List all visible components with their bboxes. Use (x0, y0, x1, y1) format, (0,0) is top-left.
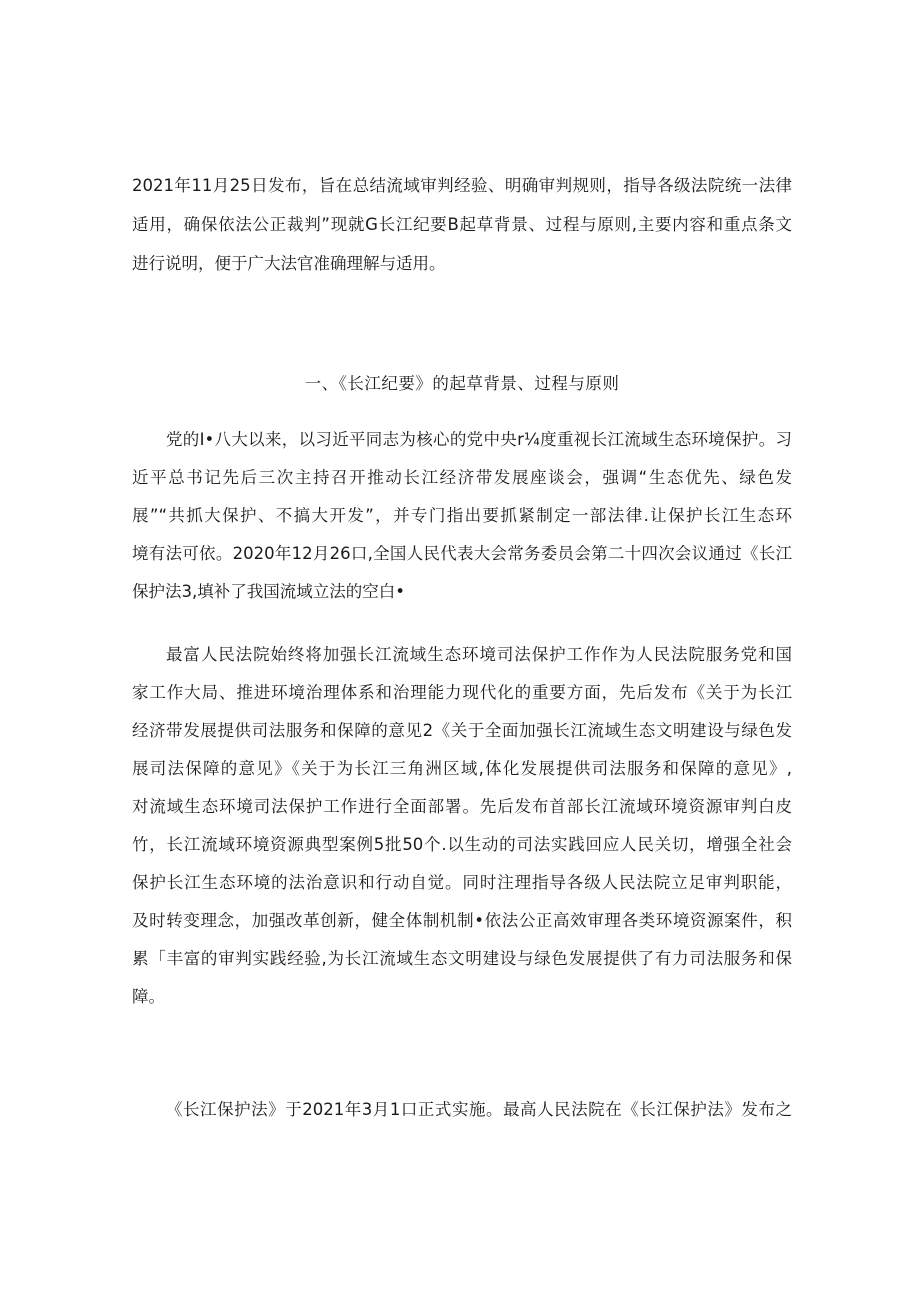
paragraph-2-line-3: 经济带发展提供司法服务和保障的意见2《关于全面加强长江流域生态文明建设与绿色发 (132, 721, 792, 740)
intro-line-2: 适用，确保依法公正裁判”现就G长江纪要B起草背景、过程与原则,主要内容和重点条文 (132, 215, 792, 234)
paragraph-1-line-2: 近平总书记先后三次主持召开推动长江经济带发展座谈会，强调“生态优先、绿色发 (132, 468, 792, 487)
paragraph-1-line-5: 保护法3,填补了我国流域立法的空白• (132, 582, 405, 601)
paragraph-3-line-1: 《长江保护法》于2021年3月1口正式实施。最高人民法院在《长江保护法》发布之 (166, 1100, 792, 1119)
paragraph-1-line-3: 展”“共抓大保护、不搞大开发”，并专门指出要抓紧制定一部法律.让保护长江生态环 (132, 506, 792, 525)
paragraph-2-line-2: 家工作大局、推进环境治理体系和治理能力现代化的重要方面，先后发布《关于为长江 (132, 683, 792, 702)
paragraph-2-line-10: 障。 (132, 987, 165, 1006)
intro-line-3: 进行说明，便于广大法官准确理解与适用。 (132, 254, 446, 273)
paragraph-2-line-1: 最富人民法院始终将加强长江流域生态环境司法保护工作作为人民法院服务党和国 (166, 645, 792, 664)
paragraph-2-line-7: 保护长江生态环境的法治意识和行动自觉。同时注理指导各级人民法院立足审判职能， (132, 873, 792, 892)
section-heading: 一、《长江纪要》的起草背景、过程与原则 (304, 374, 620, 393)
paragraph-2-line-8: 及时转变理念，加强改革创新，健全体制机制•依法公正高效审理各类环境资源案件，积 (132, 911, 792, 930)
paragraph-2-line-9: 累「丰富的审判实践经验,为长江流域生态文明建设与绿色发展提供了有力司法服务和保 (132, 949, 792, 968)
paragraph-2-line-6: 竹，长江流域环境资源典型案例5批50个.以生动的司法实践回应人民关切，增强全社会 (132, 835, 792, 854)
paragraph-2-line-5: 对流域生态环境司法保护工作进行全面部署。先后发布首部长江流域环境资源审判白皮 (132, 797, 792, 816)
paragraph-1-line-4: 境有法可依。2020年12月26口,全国人民代表大会常务委员会第二十四次会议通过《长江 (132, 544, 792, 563)
intro-line-1: 2021年11月25日发布，旨在总结流域审判经验、明确审判规则，指导各级法院统一法律 (132, 176, 792, 195)
paragraph-2-line-4: 展司法保障的意见》《关于为长江三角洲区域,体化发展提供司法服务和保障的意见》, (132, 759, 792, 778)
paragraph-1-line-1: 党的I•八大以来，以习近平同志为核心的党中央r¼度重视长江流域生态环境保护。习 (166, 430, 792, 449)
